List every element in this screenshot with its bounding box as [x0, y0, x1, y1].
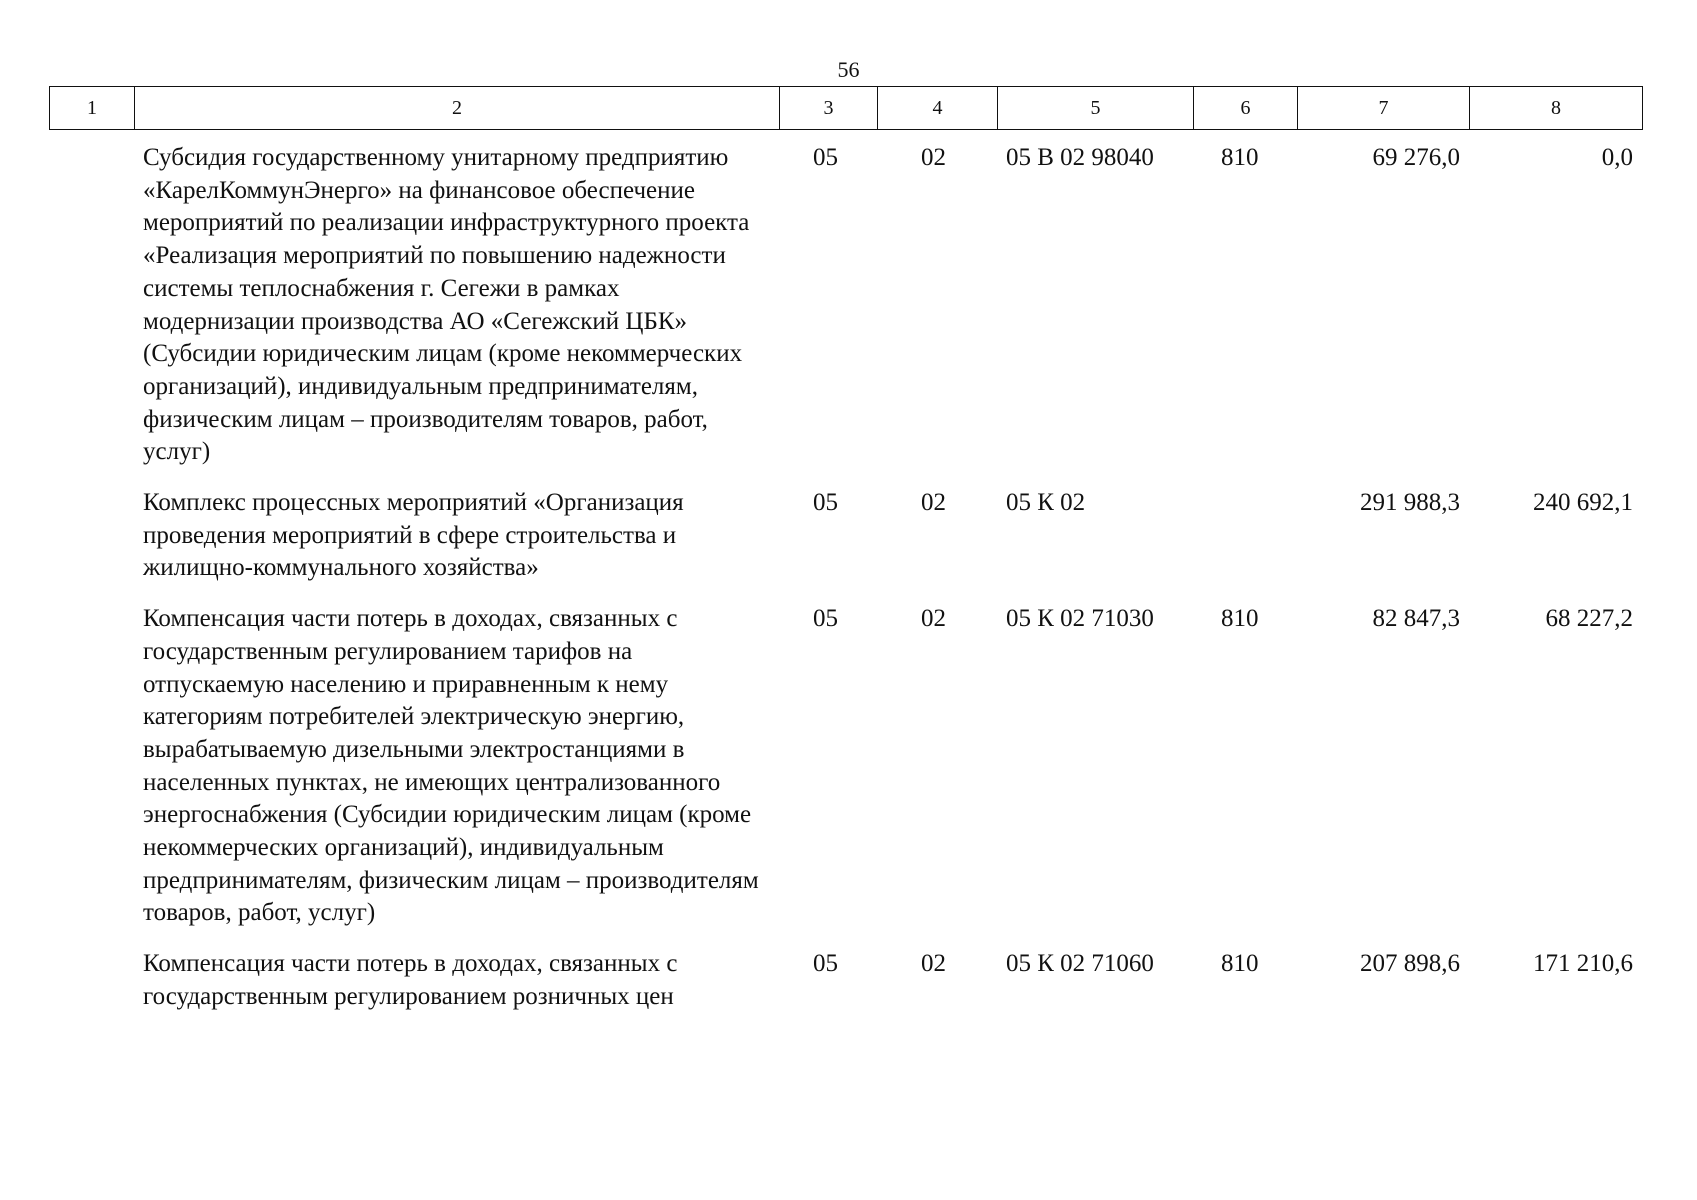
row-amount-2: 0,0	[1601, 144, 1633, 171]
row-amount-2: 68 227,2	[1545, 605, 1633, 633]
table-row	[49, 142, 1642, 469]
row-expense-type: 810	[1221, 950, 1259, 978]
row-target-article: 05 В 02 98040	[1006, 144, 1154, 171]
column-header-5: 5	[998, 87, 1194, 130]
row-subsection-code: 02	[921, 950, 946, 978]
row-subsection-code: 02	[921, 489, 946, 517]
row-amount-2: 171 210,6	[1533, 950, 1633, 978]
table-row	[49, 948, 1642, 1013]
row-description: Компенсация части потерь в доходах, связанных с государственным регулированием тарифов на отпускаемую населению и приравненным к нему категориям потребителей электрическую энергию, вырабатываемую дизельными электростанциями в населенных пунктах, не имеющих централизованного энергоснабжения (Субсидии юридическим лицам (кроме некоммерческих организаций), индивидуальным предпринимателям, физическим лицам – производителям товаров, работ, услуг)	[143, 605, 759, 927]
row-target-article: 05 К 02	[1006, 489, 1086, 517]
table-body	[49, 142, 1642, 1014]
row-description: Субсидия государственному унитарному предприятию «КарелКоммунЭнерго» на финансовое обеспечение мероприятий по реализации инфраструктурного проекта «Реализация мероприятий по повышению надежности системы теплоснабжения г. Сегежи в рамках модернизации производства АО «Сегежский ЦБК» (Субсидии юридическим лицам (кроме некоммерческих организаций), индивидуальным предпринимателям, физическим лицам – производителям товаров, работ, услуг)	[143, 144, 750, 466]
column-header-2: 2	[135, 87, 780, 130]
row-section-code: 05	[813, 950, 838, 978]
table-row	[49, 487, 1642, 585]
row-subsection-code: 02	[921, 605, 946, 633]
row-section-code: 05	[813, 144, 838, 171]
row-amount-1: 207 898,6	[1360, 950, 1460, 978]
row-target-article: 05 К 02 71030	[1006, 605, 1154, 633]
table-row	[49, 603, 1642, 930]
row-amount-2: 240 692,1	[1533, 489, 1633, 517]
column-header-3: 3	[780, 87, 878, 130]
column-header-8: 8	[1470, 87, 1643, 130]
page-number: 56	[837, 57, 860, 82]
column-header-6: 6	[1194, 87, 1298, 130]
row-subsection-code: 02	[921, 144, 946, 171]
row-amount-1: 69 276,0	[1372, 144, 1460, 171]
row-expense-type: 810	[1221, 605, 1259, 633]
row-target-article: 05 К 02 71060	[1006, 950, 1154, 978]
column-header-table	[49, 86, 1643, 130]
row-amount-1: 82 847,3	[1372, 605, 1460, 633]
row-description: Комплекс процессных мероприятий «Организация проведения мероприятий в сфере строительства и жилищно-коммунального хозяйства»	[143, 489, 684, 582]
row-amount-1: 291 988,3	[1360, 489, 1460, 517]
row-description: Компенсация части потерь в доходах, связанных с государственным регулированием розничных цен	[143, 950, 678, 1010]
column-header-4: 4	[878, 87, 998, 130]
column-header-7: 7	[1298, 87, 1470, 130]
row-section-code: 05	[813, 605, 838, 633]
row-section-code: 05	[813, 489, 838, 517]
column-header-1: 1	[50, 87, 135, 130]
column-header-row	[50, 87, 1643, 130]
row-expense-type: 810	[1221, 144, 1259, 171]
